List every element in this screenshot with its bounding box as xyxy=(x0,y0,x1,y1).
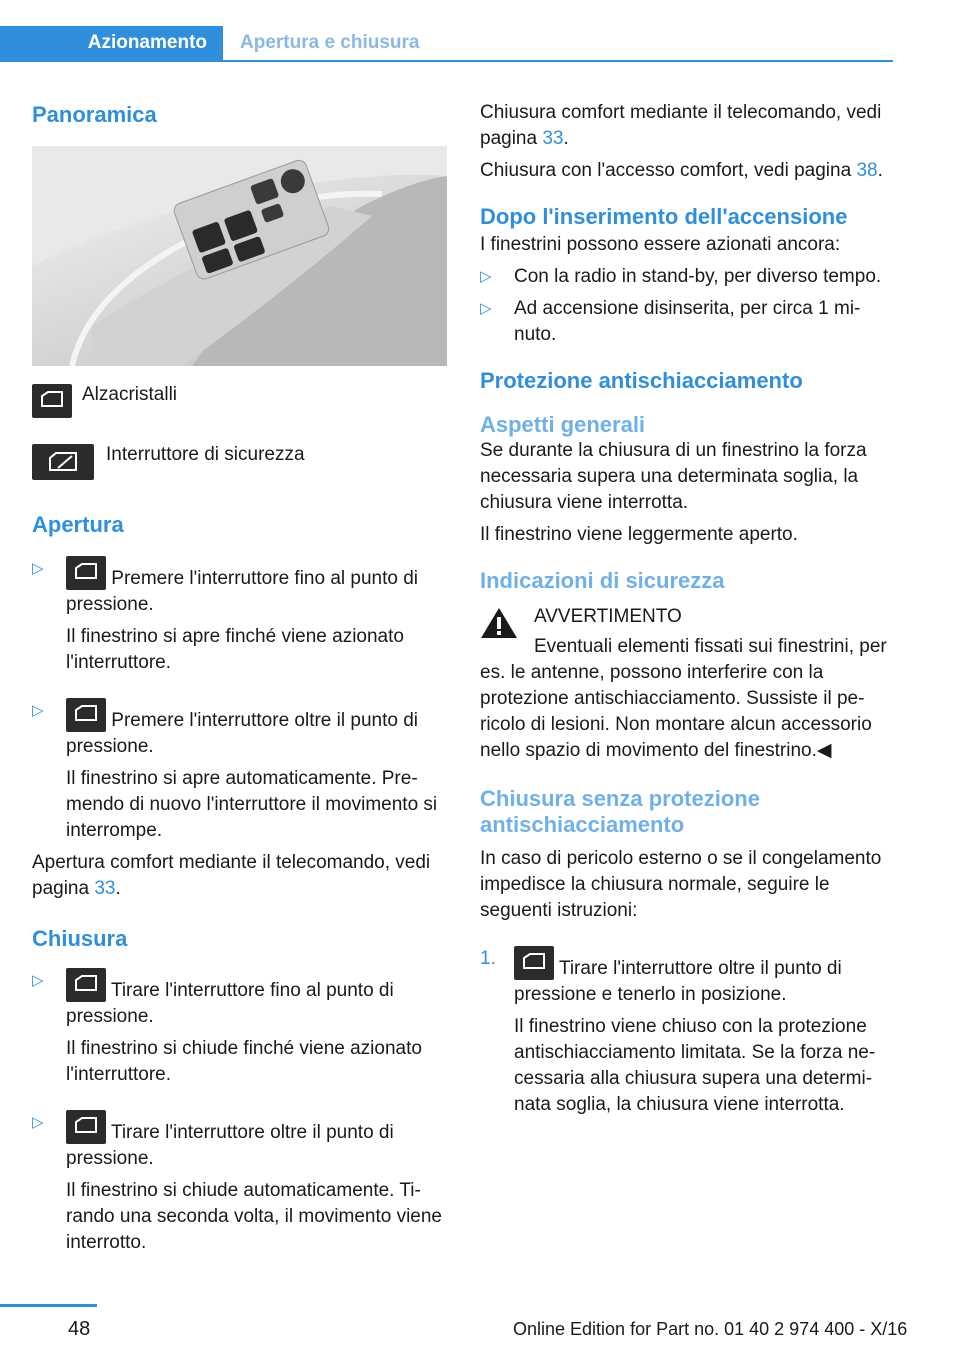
header-tab-apertura-chiusura[interactable]: Apertura e chiusura xyxy=(240,32,420,53)
bullet: ▷ xyxy=(32,560,44,577)
window-switch-icon xyxy=(66,698,106,732)
right-column xyxy=(480,100,892,1118)
text-span: . xyxy=(115,878,121,899)
item-text: Ad accensione disinserita, per circa 1 minuto. xyxy=(514,298,861,345)
page-number: 48 xyxy=(68,1318,91,1340)
item-text: Premere l'interruttore fino al punto di pressione. xyxy=(66,568,419,615)
page-link-38[interactable]: 38 xyxy=(856,160,878,181)
aspetti-paragraph-1: Se durante la chiusura di un finestrino la forza necessaria supera una determinata soglia, la chiusura viene interrotta. xyxy=(480,440,867,513)
item-text: Con la radio in stand-by, per diverso tempo. xyxy=(514,266,882,287)
aspetti-paragraph-2: Il finestrino viene leggermente aperto. xyxy=(480,524,798,545)
warning-block xyxy=(480,604,892,764)
footer-edition: Online Edition for Part no. 01 40 2 974 400 - X/16 xyxy=(513,1319,908,1339)
window-switch-icon xyxy=(66,556,106,590)
left-column xyxy=(32,100,450,1256)
subsection-title-senza-protezione: Chiusura senza protezione antischiacciamento xyxy=(480,786,760,837)
footer-accent-line xyxy=(0,1304,97,1307)
door-panel-photo xyxy=(32,146,447,366)
legend-label-alzacristalli: Alzacristalli xyxy=(82,384,178,405)
bullet: ▷ xyxy=(32,972,44,989)
text-span: Chiusura comfort mediante il telecomando, vedi pagina xyxy=(480,102,882,149)
header-tab-azionamento[interactable]: Azionamento xyxy=(0,26,223,60)
window-switch-icon xyxy=(514,946,554,980)
item-subtext: Il finestrino viene chiuso con la protezione antischiacciamento limitata. Se la forza necessaria alla chiusura supera una determinata soglia, la chiusura viene interrotta. xyxy=(514,1016,876,1115)
section-title-chiusura: Chiusura xyxy=(32,926,128,951)
warning-triangle-icon xyxy=(480,606,518,640)
bullet: ▷ xyxy=(480,300,492,317)
legend-row-interruttore-sicurezza xyxy=(32,442,450,482)
text-span: . xyxy=(877,160,883,181)
accesso-comfort-text xyxy=(480,158,892,184)
dopo-intro: I finestrini possono essere azionati ancora: xyxy=(480,234,841,255)
list-item-dopo-1 xyxy=(480,264,892,290)
warning-label: AVVERTIMENTO xyxy=(534,606,682,627)
list-number: 1. xyxy=(480,948,496,969)
window-switch-icon xyxy=(66,1110,106,1144)
item-text: Premere l'interruttore oltre il punto di pressione. xyxy=(66,710,418,757)
warning-text: Eventuali elementi fissati sui finestrini, per es. le antenne, possono interferire con la protezione antischiacciamento. Sussiste il pericolo di lesioni. Non montare alcun accessorio nello spazio di movimento del finestrino.◀ xyxy=(480,636,887,761)
legend-row-alzacristalli xyxy=(32,382,450,422)
section-title-apertura: Apertura xyxy=(32,512,124,537)
subsection-title-aspetti: Aspetti generali xyxy=(480,412,646,437)
safety-switch-icon xyxy=(32,444,94,480)
list-item-chiusura-1 xyxy=(32,968,450,1088)
item-subtext: Il finestrino si chiude automaticamente. Tirando una seconda volta, il movimento viene interrotto. xyxy=(66,1180,443,1253)
window-switch-icon xyxy=(32,384,72,418)
page-header xyxy=(0,26,893,62)
window-switch-icon xyxy=(66,968,106,1002)
bullet: ▷ xyxy=(32,702,44,719)
item-subtext: Il finestrino si apre finché viene azionato l'interruttore. xyxy=(66,626,404,673)
page-link-33[interactable]: 33 xyxy=(94,878,116,899)
section-title-protezione: Protezione antischiacciamento xyxy=(480,368,803,393)
legend-label-interruttore-sicurezza: Interruttore di sicurezza xyxy=(106,444,305,465)
subsection-title-indicazioni: Indicazioni di sicurezza xyxy=(480,568,725,593)
item-text: Tirare l'interruttore oltre il punto di pressione. xyxy=(66,1122,394,1169)
item-subtext: Il finestrino si chiude finché viene azionato l'interruttore. xyxy=(66,1038,422,1085)
apertura-comfort-text xyxy=(32,850,450,902)
item-text: Tirare l'interruttore fino al punto di pressione. xyxy=(66,980,394,1027)
list-item-apertura-1 xyxy=(32,556,450,676)
text-span: . xyxy=(563,128,569,149)
section-title-panoramica: Panoramica xyxy=(32,102,157,127)
text-span: Apertura comfort mediante il telecomando, vedi pagina xyxy=(32,852,431,899)
senza-intro: In caso di pericolo esterno o se il congelamento impedisce la chiusura normale, seguire le seguenti istruzioni: xyxy=(480,848,882,921)
item-subtext: Il finestrino si apre automaticamente. Premendo di nuovo l'interruttore il movimento si interrompe. xyxy=(66,768,438,841)
list-item-dopo-2 xyxy=(480,296,892,348)
bullet: ▷ xyxy=(32,1114,44,1131)
bullet: ▷ xyxy=(480,268,492,285)
section-title-dopo-accensione: Dopo l'inserimento dell'accensione xyxy=(480,204,848,229)
page-link-33[interactable]: 33 xyxy=(542,128,564,149)
list-item-chiusura-2 xyxy=(32,1110,450,1256)
text-span: Chiusura con l'accesso comfort, vedi pagina xyxy=(480,160,857,181)
chiusura-comfort-text xyxy=(480,100,892,152)
list-item-senza-1 xyxy=(480,946,892,1118)
item-text: Tirare l'interruttore oltre il punto di pressione e tenerlo in posizione. xyxy=(514,958,842,1005)
list-item-apertura-2 xyxy=(32,698,450,844)
